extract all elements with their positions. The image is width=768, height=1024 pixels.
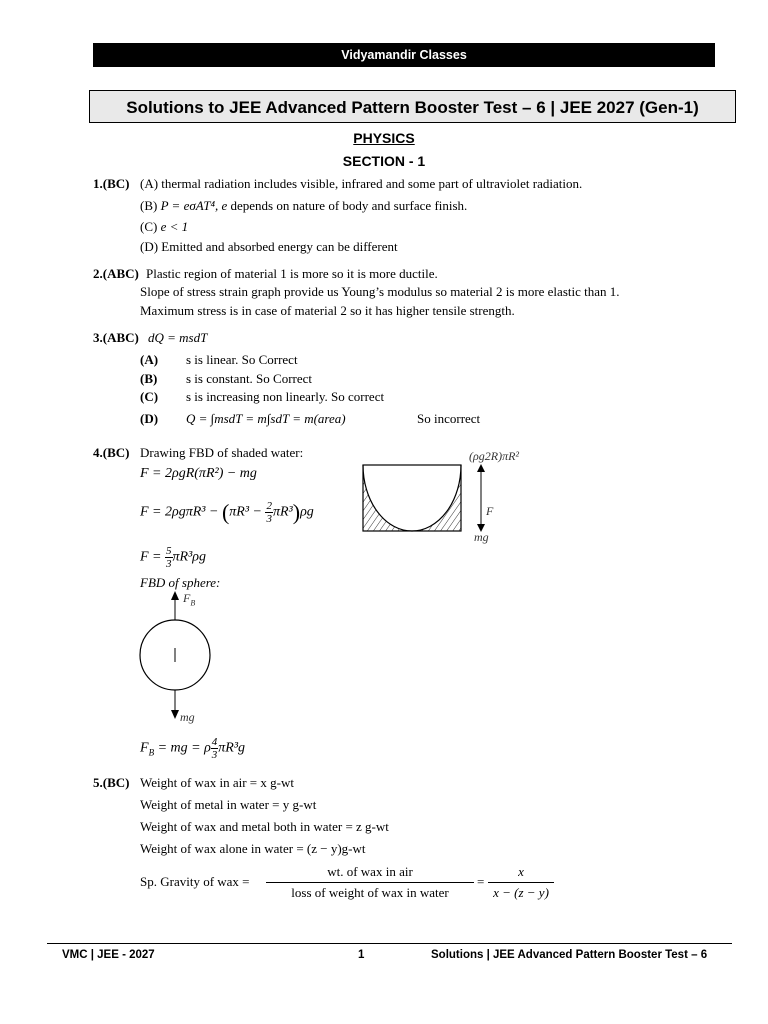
q4-fbd-sphere-text: FBD of sphere: <box>140 575 221 590</box>
q2-number: 2.(ABC) <box>93 266 139 281</box>
q3-d-equation: Q = ∫msdT = m∫sdT = m(area) <box>186 411 346 426</box>
q4-eq2-paren-b: πR³ <box>272 504 293 520</box>
q5-line-2: Weight of metal in water = y g-wt <box>140 797 317 812</box>
q2-line-3: Maximum stress is in case of material 2 so it has higher tensile strength. <box>140 303 515 318</box>
q4-eq4-part-b: = mg = ρ <box>154 740 211 756</box>
q2-line-2: Slope of stress strain graph provide us Young’s modulus so material 2 is more elastic than 1. <box>140 284 620 299</box>
q1-option-a: (A) thermal radiation includes visible, infrared and some part of ultraviolet radiation. <box>140 176 583 191</box>
q4-eq2-frac-num: 2 <box>266 500 272 512</box>
fig-top-force-label: (ρg2R)πR² <box>469 449 520 463</box>
weight-arrow-icon <box>171 710 179 719</box>
q5-sg-fraction-bar <box>266 882 474 883</box>
q5-sg-fraction-bar-2 <box>488 882 554 883</box>
section-heading: SECTION - 1 <box>342 153 426 169</box>
q1-c-prefix: (C) <box>140 219 158 234</box>
q3-a-label: (A) <box>140 352 159 367</box>
q4-eq3-frac-num: 5 <box>166 545 172 557</box>
q3-number: 3.(ABC) <box>93 330 139 345</box>
fig-mg-label: mg <box>474 530 489 544</box>
q5-sg-numerator-2: x <box>518 864 524 879</box>
q4-number: 4.(BC) <box>93 445 130 460</box>
document-title: Solutions to JEE Advanced Pattern Booster Test – 6 | JEE 2027 (Gen-1) <box>89 90 736 123</box>
q4-eq3-fraction <box>165 545 173 570</box>
q4-eq2-end: ρg <box>300 504 314 520</box>
footer-page-number: 1 <box>358 949 365 961</box>
q5-sg-label: Sp. Gravity of wax = <box>140 874 250 889</box>
q4-equation-1: F = 2ρgR(πR²) − mg <box>140 466 257 481</box>
q1-b-prefix: (B) <box>140 198 158 213</box>
subject-heading: PHYSICS <box>353 130 415 146</box>
q1-b-text: depends on nature of body and surface finish. <box>230 198 468 213</box>
q3-d-label: (D) <box>140 411 159 426</box>
q4-eq4-part-c: πR³g <box>218 740 246 756</box>
q1-number: 1.(BC) <box>93 176 130 191</box>
q1-b-equation: P = eσAT⁴, e <box>160 198 228 213</box>
footer-left: VMC | JEE - 2027 <box>62 949 155 961</box>
q3-b-text: s is constant. So Correct <box>186 371 313 386</box>
q1-c-equation: e < 1 <box>160 219 189 234</box>
q5-sg-equals: = <box>477 874 485 889</box>
q3-a-text: s is linear. So Correct <box>186 352 298 367</box>
q4-eq4-sub: B <box>148 747 155 758</box>
q5-sg-denominator-2: x − (z − y) <box>493 885 549 900</box>
q5-number: 5.(BC) <box>93 775 130 790</box>
up-arrow-icon <box>477 464 485 472</box>
q4-eq4-frac-num: 4 <box>211 736 218 748</box>
q2-line-1: Plastic region of material 1 is more so it is more ductile. <box>146 266 438 281</box>
q5-line-1: Weight of wax in air = x g-wt <box>140 775 294 790</box>
footer-divider <box>47 943 732 944</box>
q3-d-note: So incorrect <box>417 411 481 426</box>
shaded-water-right <box>412 465 461 531</box>
shaded-water-left <box>363 465 412 531</box>
sphere-mg-label: mg <box>180 710 195 724</box>
q4-eq3-part-a: F = <box>140 549 165 565</box>
q4-eq2-part-a: F = 2ρgπR³ − <box>140 504 222 520</box>
sphere-FB-text: F <box>183 591 191 605</box>
q4-eq4-frac-den: 3 <box>211 749 218 761</box>
q4-eq2-open-paren: ( <box>221 499 230 525</box>
institute-banner: Vidyamandir Classes <box>93 43 715 67</box>
q1-option-d: (D) Emitted and absorbed energy can be different <box>140 239 398 254</box>
sphere-fbd-figure <box>130 588 220 723</box>
q4-eq2-frac-den: 3 <box>266 513 272 525</box>
q5-sg-denominator: loss of weight of wax in water <box>291 885 449 900</box>
q4-equation-2 <box>140 500 314 525</box>
q5-line-3: Weight of wax and metal both in water = z g-wt <box>140 819 389 834</box>
q4-eq2-close-paren: ) <box>292 499 301 525</box>
q4-intro: Drawing FBD of shaded water: <box>140 445 304 460</box>
footer-right: Solutions | JEE Advanced Pattern Booster Test – 6 <box>431 949 708 961</box>
q4-eq4-part-a: F <box>140 740 149 756</box>
q5-line-4: Weight of wax alone in water = (z − y)g-wt <box>140 841 366 856</box>
q3-c-text: s is increasing non linearly. So correct <box>186 389 385 404</box>
buoyant-arrow-icon <box>171 591 179 600</box>
fig-force-F-label: F <box>486 504 494 518</box>
q4-eq3-part-b: πR³ρg <box>172 549 206 565</box>
q5-sg-numerator: wt. of wax in air <box>327 864 413 879</box>
q4-eq2-paren-a: πR³ − <box>229 504 266 520</box>
q3-c-label: (C) <box>140 389 159 404</box>
sphere-FB-sub: B <box>190 598 196 608</box>
q1-option-c <box>140 219 188 235</box>
q3-b-label: (B) <box>140 371 158 386</box>
q4-equation-3 <box>140 545 206 570</box>
q4-equation-4 <box>140 736 245 761</box>
q3-equation: dQ = msdT <box>148 330 208 345</box>
sphere-FB-label <box>183 590 195 611</box>
q4-eq2-fraction <box>265 500 273 525</box>
q4-eq3-frac-den: 3 <box>166 558 172 570</box>
q1-option-b <box>140 198 467 214</box>
